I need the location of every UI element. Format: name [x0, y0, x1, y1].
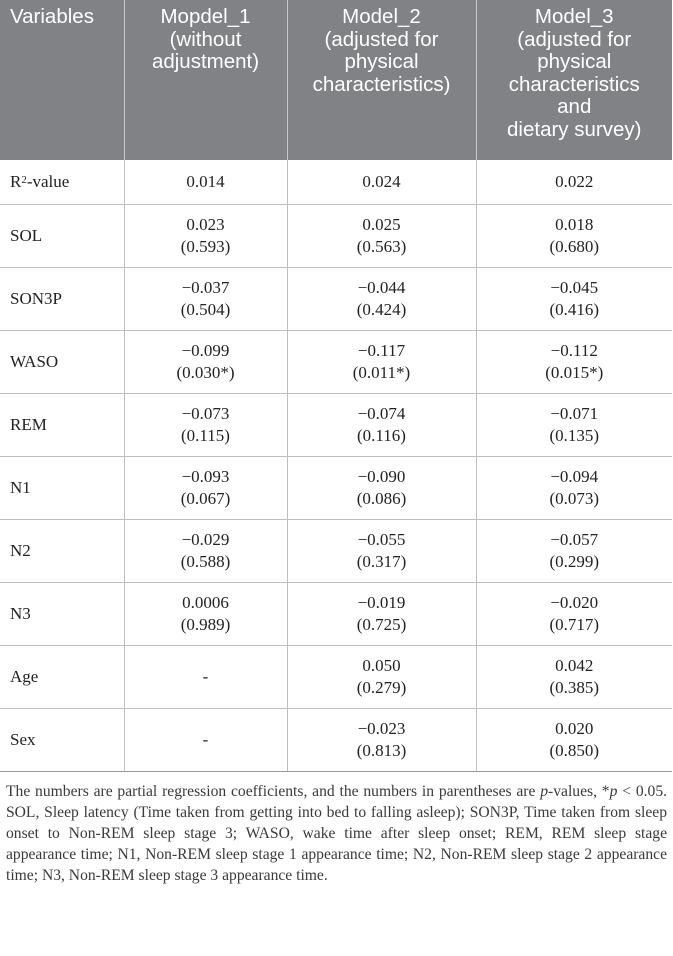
table-row — [0, 519, 672, 582]
cell-model-3 — [476, 456, 672, 519]
coefficient: −0.074 — [357, 403, 406, 423]
table-row — [0, 645, 672, 708]
cell-model-1 — [124, 645, 287, 708]
coefficient: 0.0006 — [182, 592, 229, 612]
cell-model-3 — [476, 708, 672, 771]
table-row — [0, 582, 672, 645]
p-value: (0.680) — [549, 236, 600, 256]
table-row — [0, 456, 672, 519]
table-header — [0, 0, 672, 160]
table-body — [0, 160, 672, 771]
table-row — [0, 204, 672, 267]
coefficient: 0.022 — [555, 171, 594, 191]
coefficient: 0.050 — [362, 655, 401, 675]
cell-model-3 — [476, 160, 672, 204]
header-row — [0, 0, 672, 160]
coefficient: −0.019 — [357, 592, 406, 612]
row-label-base: R — [10, 171, 22, 191]
header-model-2-line: physical — [344, 50, 419, 73]
cell-model-2 — [287, 160, 476, 204]
coefficient: 0.024 — [362, 171, 401, 191]
row-label: REM — [0, 393, 124, 456]
p-value: (0.850) — [549, 740, 600, 760]
row-label: SON3P — [0, 267, 124, 330]
p-value: (0.279) — [356, 677, 407, 697]
row-label: Age — [0, 645, 124, 708]
p-value: (0.424) — [356, 299, 407, 319]
p-value: (0.299) — [549, 551, 600, 571]
table-row — [0, 160, 672, 204]
cell-model-2 — [287, 330, 476, 393]
header-model-3-line: characteristics — [508, 72, 640, 96]
cell-model-3 — [476, 582, 672, 645]
footnote-text: < 0.05. SOL, Sleep latency (Time taken from getting into bed to falling asleep); SON3P, Time taken from sleep onset to Non-REM sleep stage 3; WASO, wake time after sleep onset; REM, REM sleep stage appearance time; N1, Non-REM sleep stage 1 appearance time; N2, Non-REM sleep stage 2 appearance time; N3, Non-REM sleep stage 3 appearance time. — [6, 782, 668, 884]
cell-model-3 — [476, 519, 672, 582]
p-value: (0.116) — [357, 425, 406, 445]
header-model-3-line: (adjusted for — [517, 27, 632, 51]
p-value: (0.588) — [180, 551, 231, 571]
cell-model-3 — [476, 267, 672, 330]
header-model-3-line: dietary survey) — [507, 117, 642, 141]
cell-model-2 — [287, 267, 476, 330]
footnote-text: -values, * — [548, 782, 610, 800]
cell-model-1 — [124, 456, 287, 519]
header-model-3-line: physical — [537, 50, 612, 73]
p-value: (0.067) — [180, 488, 231, 508]
header-model-2-line: (adjusted for — [324, 27, 439, 51]
p-value: (0.717) — [549, 614, 600, 634]
cell-model-2 — [287, 582, 476, 645]
cell-model-1 — [124, 708, 287, 771]
footnote-text: The numbers are partial regression coefficients, and the numbers in parentheses are — [6, 782, 541, 800]
cell-model-1 — [124, 160, 287, 204]
row-label: N3 — [0, 582, 124, 645]
p-value: (0.015*) — [545, 362, 604, 382]
p-value: (0.563) — [356, 236, 407, 256]
coefficient: −0.029 — [181, 529, 230, 549]
row-label — [0, 160, 124, 204]
coefficient: −0.037 — [181, 277, 230, 297]
p-value: (0.317) — [356, 551, 407, 571]
header-model-3-line: and — [557, 95, 592, 118]
header-model-2-line: Model_2 — [342, 5, 421, 28]
coefficient: −0.090 — [357, 466, 406, 486]
coefficient: −0.020 — [550, 592, 599, 612]
empty-value: - — [202, 666, 209, 686]
header-model-1 — [124, 0, 287, 160]
p-value: (0.115) — [181, 425, 230, 445]
p-value: (0.030*) — [176, 362, 235, 382]
coefficient: 0.023 — [186, 214, 225, 234]
coefficient: −0.093 — [181, 466, 230, 486]
cell-model-1 — [124, 519, 287, 582]
coefficient: −0.057 — [550, 529, 599, 549]
coefficient: −0.094 — [550, 466, 599, 486]
cell-model-1 — [124, 582, 287, 645]
table-row — [0, 393, 672, 456]
p-value: (0.011*) — [352, 362, 411, 382]
cell-model-1 — [124, 267, 287, 330]
p-value: (0.073) — [549, 488, 600, 508]
row-label: WASO — [0, 330, 124, 393]
table-footnote — [0, 772, 673, 886]
p-value: (0.135) — [549, 425, 600, 445]
coefficient: 0.018 — [555, 214, 594, 234]
p-value: (0.725) — [356, 614, 407, 634]
coefficient: 0.014 — [186, 171, 225, 191]
coefficient: −0.045 — [550, 277, 599, 297]
coefficient: −0.023 — [357, 718, 406, 738]
cell-model-2 — [287, 204, 476, 267]
table-row — [0, 267, 672, 330]
p-value: (0.416) — [549, 299, 600, 319]
cell-model-2 — [287, 519, 476, 582]
cell-model-2 — [287, 393, 476, 456]
cell-model-1 — [124, 330, 287, 393]
empty-value: - — [202, 729, 209, 749]
cell-model-1 — [124, 204, 287, 267]
cell-model-2 — [287, 456, 476, 519]
header-model-2 — [287, 0, 476, 160]
p-value: (0.504) — [180, 299, 231, 319]
coefficient: −0.099 — [181, 340, 230, 360]
coefficient: −0.044 — [357, 277, 406, 297]
row-label: N2 — [0, 519, 124, 582]
coefficient: −0.112 — [550, 340, 598, 360]
cell-model-3 — [476, 204, 672, 267]
header-model-2-line: characteristics) — [312, 72, 451, 96]
row-label: Sex — [0, 708, 124, 771]
coefficient: −0.071 — [550, 403, 599, 423]
cell-model-2 — [287, 645, 476, 708]
coefficient: −0.117 — [357, 340, 406, 360]
header-model-1-line: adjustment) — [151, 50, 260, 73]
cell-model-3 — [476, 393, 672, 456]
coefficient: −0.055 — [357, 529, 406, 549]
cell-model-3 — [476, 330, 672, 393]
coefficient: −0.073 — [181, 403, 230, 423]
coefficient: 0.020 — [555, 718, 594, 738]
cell-model-2 — [287, 708, 476, 771]
table-row — [0, 330, 672, 393]
table-row — [0, 708, 672, 771]
p-value: (0.989) — [180, 614, 231, 634]
header-variables: Variables — [0, 0, 124, 160]
row-label-superscript: 2 — [21, 173, 27, 186]
header-model-1-line: (without — [169, 27, 242, 51]
footnote-italic-p: p — [609, 782, 618, 800]
row-label: N1 — [0, 456, 124, 519]
header-model-3 — [476, 0, 672, 160]
p-value: (0.593) — [180, 236, 231, 256]
coefficient: 0.025 — [362, 214, 401, 234]
coefficient: 0.042 — [555, 655, 594, 675]
p-value: (0.086) — [356, 488, 407, 508]
header-model-1-line: Mopdel_1 — [160, 5, 251, 28]
p-value: (0.813) — [356, 740, 407, 760]
p-value: (0.385) — [549, 677, 600, 697]
row-label: SOL — [0, 204, 124, 267]
cell-model-3 — [476, 645, 672, 708]
row-label-rest: -value — [26, 171, 70, 191]
cell-model-1 — [124, 393, 287, 456]
header-model-3-line: Model_3 — [534, 5, 614, 28]
footnote-italic-p: p — [540, 782, 549, 800]
